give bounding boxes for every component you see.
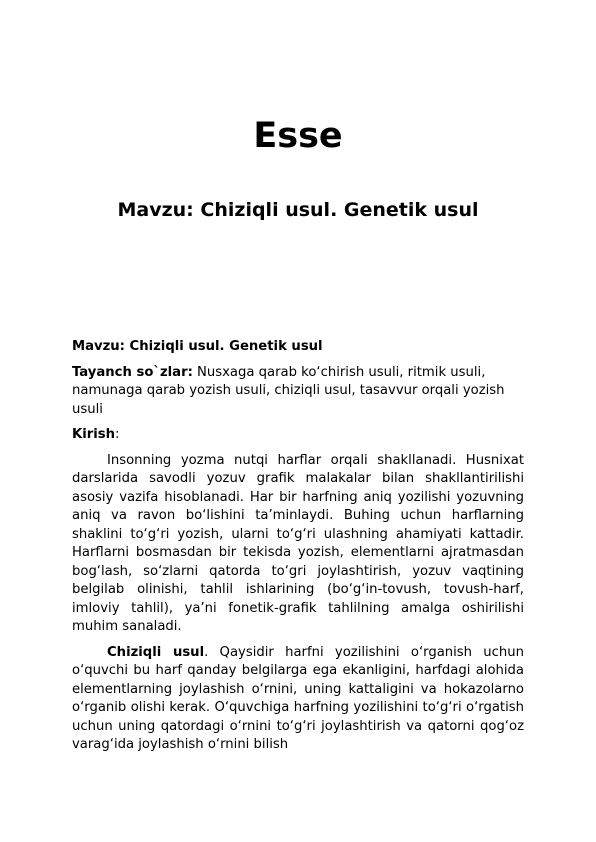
linear-method-paragraph xyxy=(72,644,524,755)
linear-method-label: Chiziqli usul xyxy=(107,644,205,660)
intro-label: Kirish xyxy=(72,427,116,442)
keywords-label: Tayanch so`zlar: xyxy=(72,364,193,380)
topic-heading xyxy=(72,338,524,357)
document-title: Esse xyxy=(253,116,343,156)
intro-paragraph: Insonning yozma nutqi harflar orqali shakllanadi. Husnixat darslarida savodli yozuv grafik malakalar bilan shakllantirilishi asosiy vazifa hisoblanadi. Har bir harfning aniq yozilishi yozuvning aniq va ravon bo‘lishini ta’minlaydi. Buhing uchun harflarning shaklini to‘g‘ri yozish, ularni to‘g‘ri ulashning ahamiyati kattadir. Harflarni bosmasdan bir tekisda yozish, elementlarni ajratmasdan bog‘lash, so‘zlarni qatorda to‘gri joylashtirish, yozuv vaqtining belgilab olinishi, tahlil ishlarining (bo‘g‘in-tovush, tovush-harf, imloviy tahlil), ya’ni fonetik-grafik tahlilning amalga oshirilishi muhim sanaladi. xyxy=(72,452,524,634)
keywords-paragraph xyxy=(72,364,524,420)
document-subtitle: Mavzu: Chiziqli usul. Genetik usul xyxy=(117,199,479,221)
intro-colon: : xyxy=(115,427,120,442)
keywords-text: Nusxaga qarab ko‘chirish usuli, ritmik usuli, namunaga qarab yozish usuli, chiziqli usul, tasavvur orqali yozish usuli xyxy=(72,364,505,417)
topic-heading-text: Mavzu: Chiziqli usul. Genetik usul xyxy=(72,339,323,354)
document-body xyxy=(72,338,524,762)
intro-heading xyxy=(72,426,524,445)
linear-method-text: . Qaysidir harfni yozilishini o‘rganish uchun o‘quvchi bu harf qanday belgilarga ega ekanligini, harfdagi alohida elementlarning joylashish o‘rnini, uning kattaligini va hokazolarno o‘rganib olishi kerak. O‘quvchiga harfning yozilishini to‘g‘ri o‘rgatish uchun uning qatordagi o‘rnini to‘g‘ri joylashtirish va qatorni qog‘oz varag‘ida joylashish o‘rnini bilish xyxy=(72,644,524,752)
